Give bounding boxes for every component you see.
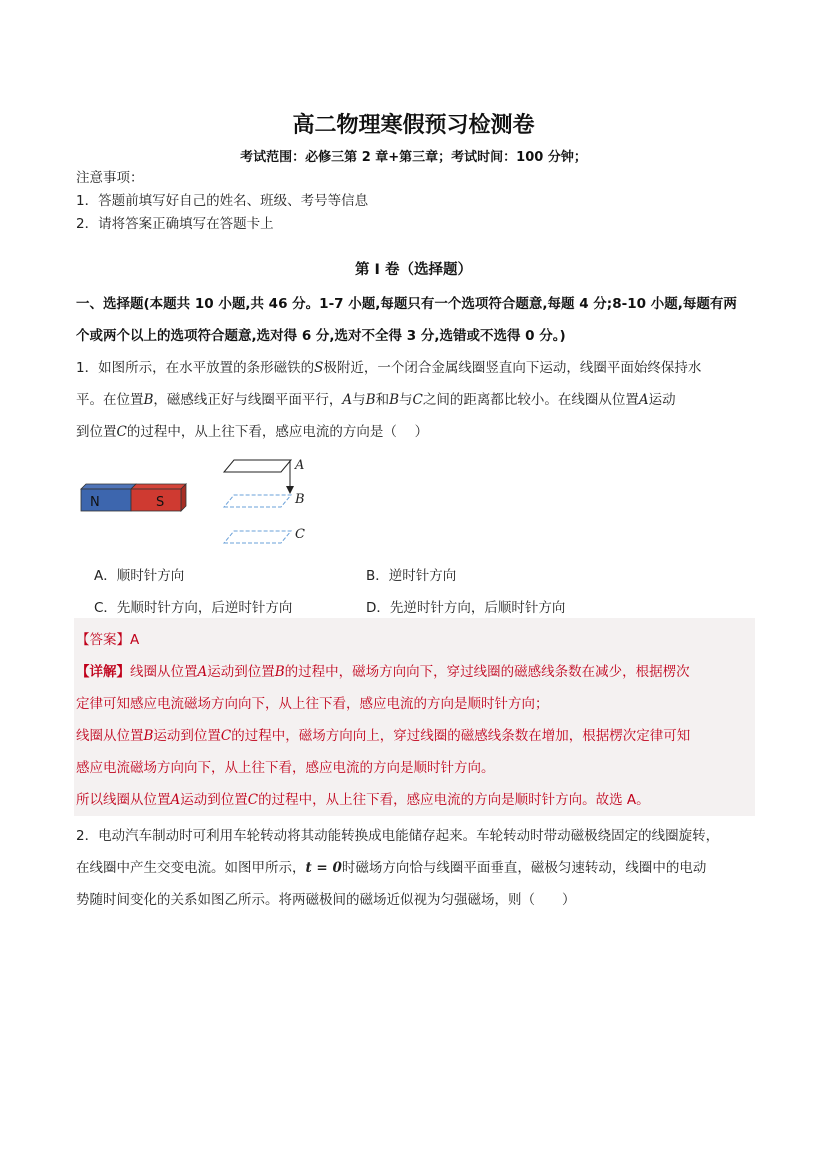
q2-stem-line: 在线圈中产生交变电流。如图甲所示，t = 0时磁场方向恰与线圈平面垂直，磁极匀速转动，线圈中的电动: [76, 860, 707, 876]
q2-stem-line: 2．电动汽车制动时可利用车轮转动将其动能转换成电能储存起来。车轮转动时带动磁极绕固定的线圈旋转，: [76, 828, 720, 844]
q1-figure: [76, 452, 326, 552]
exam-scope: 考试范围：必修三第 2 章+第三章；考试时间：100 分钟；: [240, 150, 587, 165]
q2-stem-line: 势随时间变化的关系如图乙所示。将两磁极间的磁场近似视为匀强磁场，则（ ）: [76, 892, 576, 908]
notes-heading: 注意事项：: [76, 170, 144, 186]
answer-label: 【答案】A: [76, 632, 140, 648]
detail-line: 定律可知感应电流磁场方向向下，从上往下看，感应电流的方向是顺时针方向；: [76, 696, 549, 712]
magnet-s-label: S: [156, 495, 165, 510]
figure-label-c: C: [295, 527, 305, 542]
section-instruction: 一、选择题(本题共 10 小题,共 46 分。1-7 小题,每题只有一个选项符合题意,每题 4 分;8-10 小题,每题有两: [76, 296, 737, 312]
coil-position-a: [224, 460, 291, 472]
coil-position-c: [224, 531, 291, 543]
figure-label-a: A: [295, 458, 305, 473]
q1-stem-line: 平。在位置B，磁感线正好与线圈平面平行，A与B和B与C之间的距离都比较小。在线圈从位置A运动: [76, 392, 676, 408]
option-b[interactable]: B．逆时针方向: [366, 568, 457, 584]
note-item: 2．请将答案正确填写在答题卡上: [76, 216, 274, 232]
note-item: 1．答题前填写好自己的姓名、班级、考号等信息: [76, 193, 369, 209]
detail-line: 【详解】线圈从位置A运动到位置B的过程中，磁场方向向下，穿过线圈的磁感线条数在减少，根据楞次: [76, 664, 690, 680]
motion-arrow-icon: [286, 486, 294, 494]
q1-stem-line: 到位置C的过程中，从上往下看，感应电流的方向是（ ）: [76, 424, 429, 440]
page-title: 高二物理寒假预习检测卷: [292, 112, 535, 138]
option-c[interactable]: C．先顺时针方向，后逆时针方向: [94, 600, 293, 616]
coil-position-b: [224, 495, 291, 507]
figure-label-b: B: [295, 492, 305, 507]
answer-panel: [74, 618, 755, 816]
option-d[interactable]: D．先逆时针方向，后顺时针方向: [366, 600, 566, 616]
detail-line: 线圈从位置B运动到位置C的过程中，磁场方向向上，穿过线圈的磁感线条数在增加，根据楞次定律可知: [76, 728, 691, 744]
option-a[interactable]: A．顺时针方向: [94, 568, 185, 584]
magnet-n-label: N: [90, 495, 100, 510]
section-instruction: 个或两个以上的选项符合题意,选对得 6 分,选对不全得 3 分,选错或不选得 0 分。): [76, 328, 566, 344]
detail-line: 感应电流磁场方向向下，从上往下看，感应电流的方向是顺时针方向。: [76, 760, 495, 776]
bar-magnet: [81, 484, 186, 511]
section-title: 第 I 卷（选择题）: [355, 262, 472, 278]
detail-line: 所以线圈从位置A运动到位置C的过程中，从上往下看，感应电流的方向是顺时针方向。故选 A。: [76, 792, 650, 808]
q1-stem-line: 1．如图所示，在水平放置的条形磁铁的S极附近，一个闭合金属线圈竖直向下运动，线圈平面始终保持水: [76, 360, 702, 376]
